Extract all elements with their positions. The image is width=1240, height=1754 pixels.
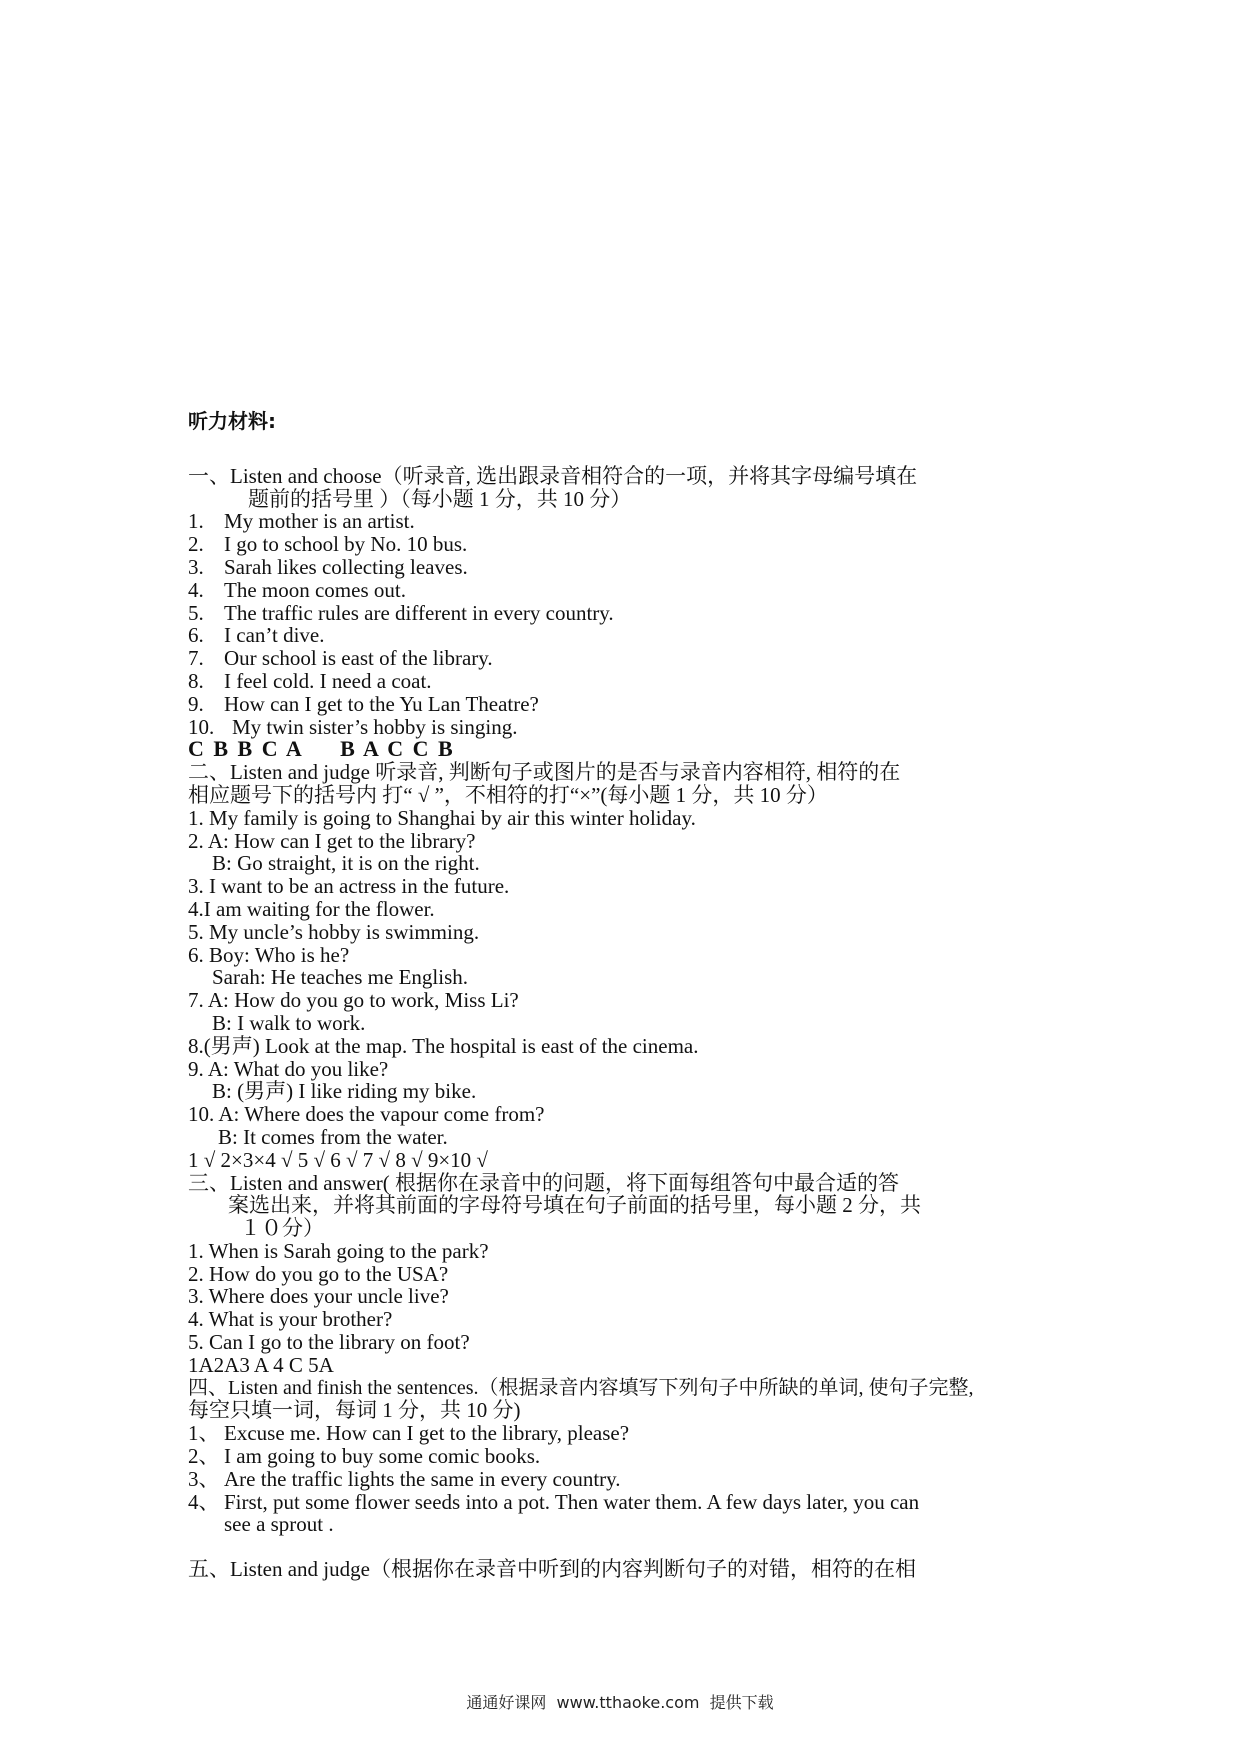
list-item: 2. How do you go to the USA? (188, 1261, 449, 1286)
section-3-heading-cont: １０分） (240, 1216, 324, 1241)
list-item: 7. Our school is east of the library. (188, 646, 493, 671)
list-item: 1、 Excuse me. How can I get to the library, please? (188, 1421, 630, 1446)
list-item: 8. I feel cold. I need a coat. (188, 668, 432, 693)
section-4-heading-cont: 每空只填一词，每词 1 分，共 10 分) (188, 1398, 521, 1423)
list-item: 5. My uncle’s hobby is swimming. (188, 919, 480, 944)
list-item: 2、 I am going to buy some comic books. (188, 1444, 541, 1469)
list-item-cont: see a sprout . (224, 1512, 334, 1537)
list-item: 7. A: How do you go to work, Miss Li? (188, 988, 519, 1013)
list-item: 1. My family is going to Shanghai by air this winter holiday. (188, 805, 696, 830)
section-5-heading: 五、Listen and judge（根据你在录音中听到的内容判断句子的对错，相符的在相 (188, 1557, 916, 1582)
section-2 (188, 761, 1058, 1171)
section-3 (188, 1172, 1058, 1377)
section-2-heading: 二、Listen and judge 听录音, 判断句子或图片的是否与录音内容相符, 相符的在 (188, 760, 901, 785)
list-item: B: I walk to work. (212, 1010, 366, 1035)
section-2-heading-cont: 相应题号下的括号内 打“ √ ”，不相符的打“×”(每小题 1 分，共 10 分） (188, 782, 828, 807)
list-item: 3. I want to be an actress in the future. (188, 874, 510, 899)
list-item: 9. A: What do you like? (188, 1056, 389, 1081)
listening-material (188, 410, 1058, 1581)
list-item: 4. What is your brother? (188, 1307, 393, 1332)
list-item: 6. I can’t dive. (188, 623, 325, 648)
list-item: 6. Boy: Who is he? (188, 942, 350, 967)
section-4 (188, 1377, 1058, 1537)
list-item: 5. The traffic rules are different in every country. (188, 600, 614, 625)
list-item: 3. Where does your uncle live? (188, 1284, 449, 1309)
list-item: 8.(男声) Look at the map. The hospital is east of the cinema. (188, 1033, 699, 1058)
section-3-heading-cont: 案选出来，并将其前面的字母符号填在句子前面的括号里，每小题 2 分，共 (228, 1193, 921, 1218)
list-item: 1. My mother is an artist. (188, 509, 415, 534)
list-item: 3. Sarah likes collecting leaves. (188, 554, 468, 579)
section-1 (188, 465, 1058, 761)
page-footer: 通通好课网 www.tthaoke.com 提供下载 (466, 1693, 774, 1712)
list-item: 2. I go to school by No. 10 bus. (188, 532, 468, 557)
section-1-heading-cont: 题前的括号里 ）（每小题 1 分，共 10 分） (248, 486, 632, 511)
list-item: 10. A: Where does the vapour come from? (188, 1102, 545, 1127)
section-2-answers: 1 √ 2×3×4 √ 5 √ 6 √ 7 √ 8 √ 9×10 √ (188, 1147, 488, 1172)
section-4-heading: 四、Listen and finish the sentences.（根据录音内容填写下列句子中所缺的单词, 使句子完整, (188, 1376, 974, 1399)
section-3-heading: 三、Listen and answer( 根据你在录音中的问题，将下面每组答句中最合适的答 (188, 1170, 900, 1195)
list-item: 9. How can I get to the Yu Lan Theatre? (188, 691, 539, 716)
list-item: B: Go straight, it is on the right. (212, 851, 480, 876)
list-item: 3、 Are the traffic lights the same in every country. (188, 1466, 621, 1491)
section-1-list (188, 510, 1058, 738)
list-item: B: (男声) I like riding my bike. (212, 1079, 477, 1104)
page-title: 听力材料: (188, 409, 276, 433)
list-item: B: It comes from the water. (218, 1124, 448, 1149)
list-item: 4. The moon comes out. (188, 577, 406, 602)
list-item: 2. A: How can I get to the library? (188, 828, 476, 853)
list-item: Sarah: He teaches me English. (212, 965, 468, 990)
spacer (188, 1536, 1058, 1558)
list-item: 4、 First, put some flower seeds into a pot. Then water them. A few days later, you can (188, 1489, 920, 1514)
list-item: 4.I am waiting for the flower. (188, 896, 435, 921)
section-1-answers: C B B C A B A C C B (188, 736, 455, 762)
section-1-heading: 一、Listen and choose（听录音, 选出跟录音相符合的一项，并将其字母编号填在 (188, 463, 918, 488)
section-5 (188, 1558, 1058, 1581)
section-3-answers: 1A2A3 A 4 C 5A (188, 1352, 334, 1377)
list-item: 5. Can I go to the library on foot? (188, 1330, 470, 1355)
list-item: 1. When is Sarah going to the park? (188, 1238, 489, 1263)
list-item: 10. My twin sister’s hobby is singing. (188, 714, 518, 739)
